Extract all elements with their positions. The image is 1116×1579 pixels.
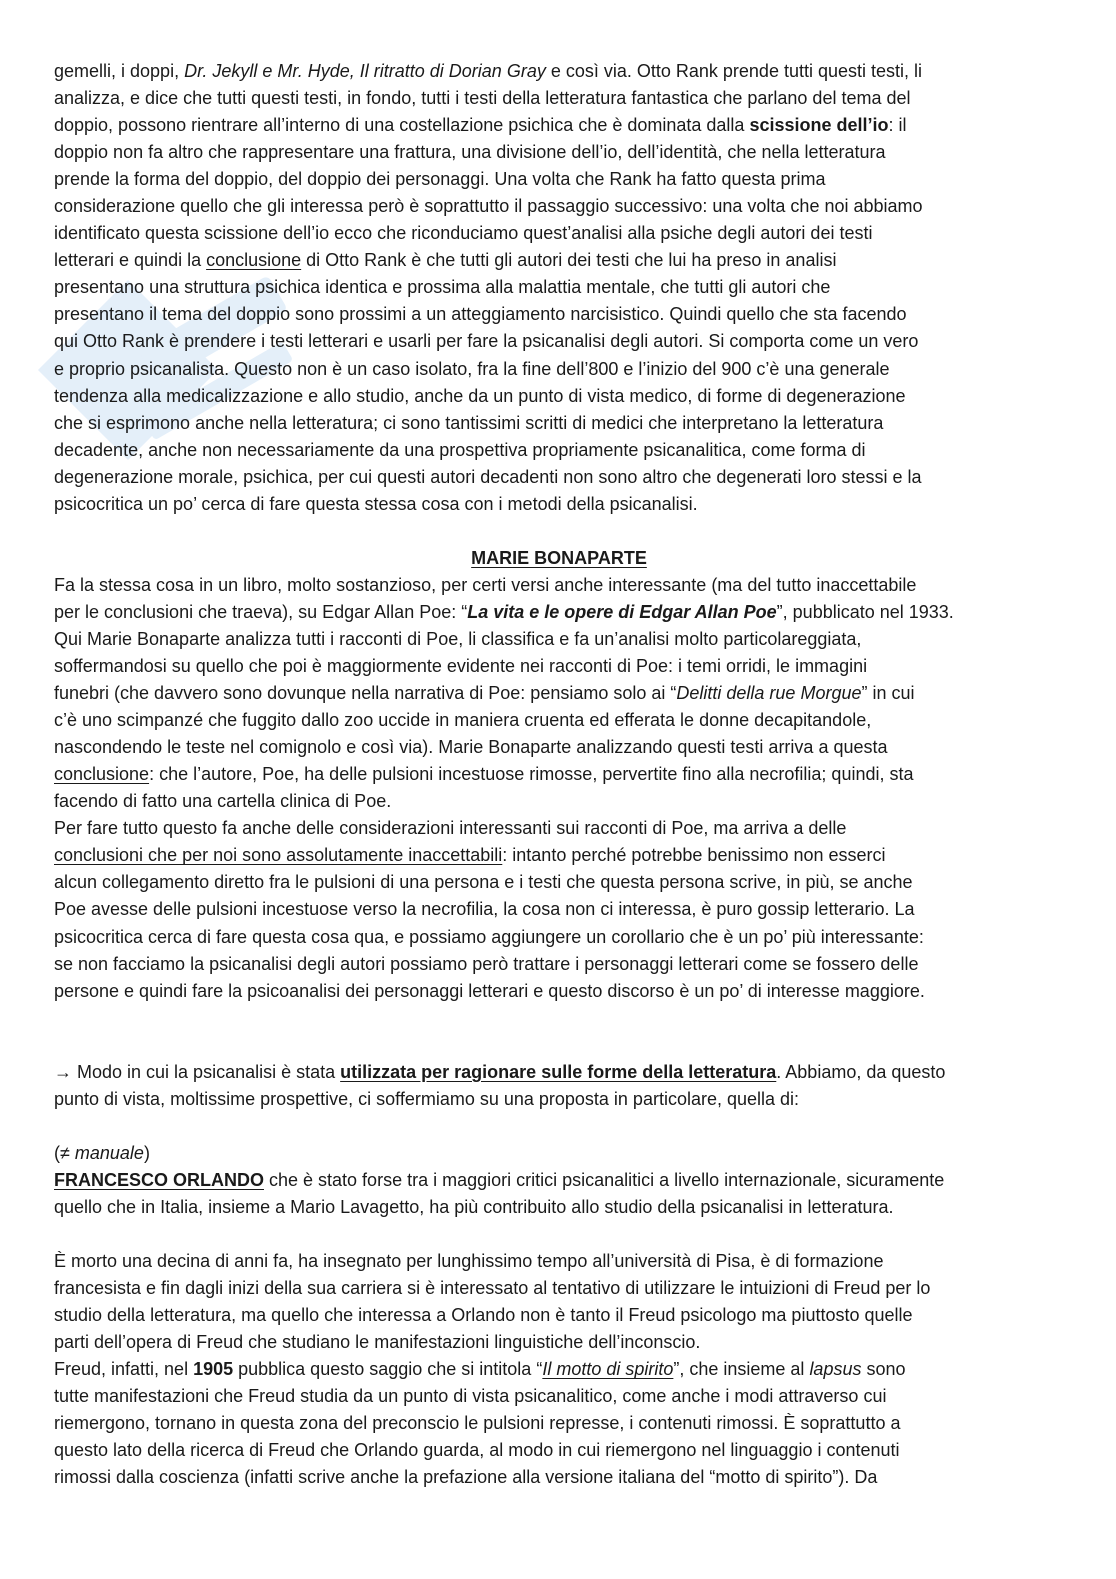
text-segment: : il [888,115,907,136]
text-segment: rimossi dalla coscienza (infatti scrive anche la prefazione alla versione italiana del “motto di spirito”). Da [54,1467,878,1488]
text-segment: sono [861,1359,906,1380]
text-segment: doppio, possono rientrare all’interno di una costellazione psichica che è dominata dalla [54,115,750,136]
text-line [54,1275,1064,1302]
blank-line [54,1032,1064,1059]
text-segment: ( [54,1142,60,1163]
document-page [54,58,1064,1491]
text-segment: francesista e fin dagli inizi della sua carriera si è interessato al tentativo di utilizzare le intuizioni di Freud per lo [54,1278,931,1299]
text-line [54,112,1064,139]
text-line [54,924,1064,951]
text-line [54,1410,1064,1437]
text-line [54,896,1064,923]
text-segment: letterari e quindi la [54,250,207,271]
text-line [54,653,1064,680]
text-line [54,383,1064,410]
text-line [54,1059,1064,1086]
emphasized-text: FRANCESCO ORLANDO [54,1169,264,1190]
text-line [54,599,1064,626]
text-segment: soffermandosi su quello che poi è maggiormente evidente nei racconti di Poe: i temi orridi, le immagini [54,656,868,677]
text-line [54,58,1064,85]
text-line [54,464,1064,491]
blank-line [54,1221,1064,1248]
text-segment: c’è uno scimpanzé che fuggito dallo zoo uccide in maniera cruenta ed efferata le donne decapitandole, [54,710,872,731]
emphasized-text: scissione dell’io [749,115,889,136]
text-line [54,951,1064,978]
text-segment: identificato questa scissione dell’io ecco che riconduciamo quest’analisi alla psiche degli autori dei testi [54,223,873,244]
text-segment: ”, pubblicato nel 1933. [776,601,954,622]
text-line [54,1248,1064,1275]
text-line [54,410,1064,437]
text-segment: analizza, e dice che tutti questi testi, in fondo, tutti i testi della letteratura fantastica che parlano del tema del [54,88,911,109]
text-line [54,220,1064,247]
emphasized-text: 1905 [193,1359,234,1380]
blank-line [54,1005,1064,1032]
text-line [54,1437,1064,1464]
text-segment: decadente, anche non necessariamente da una prospettiva propriamente psicanalitica, come forma di [54,439,866,460]
text-line [54,328,1064,355]
text-segment: ) [143,1142,150,1163]
emphasized-text: ≠ manuale [60,1142,144,1163]
text-line [54,301,1064,328]
text-segment: Poe avesse delle pulsioni incestuose verso la necrofilia, la cosa non ci interessa, è puro gossip letterario. La [54,899,915,920]
text-segment: Freud, infatti, nel [54,1359,194,1380]
emphasized-text: La vita e le opere di Edgar Allan Poe [467,601,777,622]
text-segment: di Otto Rank è che tutti gli autori dei testi che lui ha preso in analisi [301,250,837,271]
emphasized-text: MARIE BONAPARTE [471,547,647,568]
text-segment: facendo di fatto una cartella clinica di Poe. [54,791,392,812]
text-segment: Qui Marie Bonaparte analizza tutti i racconti di Poe, li classifica e fa un’analisi molto particolareggiata, [54,628,862,649]
text-line [54,193,1064,220]
emphasized-text: lapsus [809,1359,862,1380]
text-line [54,274,1064,301]
text-line [54,734,1064,761]
blank-line [54,1113,1064,1140]
text-segment: alcun collegamento diretto fra le pulsioni di una persona e i testi che questa persona scrive, in più, se anche [54,872,913,893]
text-segment: : che l’autore, Poe, ha delle pulsioni incestuose rimosse, pervertite fino alla necrofilia; quindi, sta [149,764,914,785]
text-line [54,356,1064,383]
text-segment: considerazione quello che gli interessa però è soprattutto il passaggio successivo: una volta che noi abbiamo [54,196,923,217]
text-segment: funebri (che davvero sono dovunque nella narrativa di Poe: pensiamo solo ai “ [54,683,677,704]
text-line [54,788,1064,815]
text-segment: e così via. Otto Rank prende tutti questi testi, li [545,61,923,81]
text-line [54,1194,1064,1221]
text-line [54,1302,1064,1329]
text-line [54,1086,1064,1113]
text-line [54,1356,1064,1383]
text-segment: tendenza alla medicalizzazione e allo studio, anche da un punto di vista medico, di forme di degenerazione [54,385,906,406]
text-segment: tutte manifestazioni che Freud studia da un punto di vista psicanalitico, come anche i modi attraverso cui [54,1386,887,1407]
text-segment: psicocritica cerca di fare questa cosa qua, e possiamo aggiungere un corollario che è un po’ più interessante: [54,926,924,947]
text-line [54,247,1064,274]
text-line [54,707,1064,734]
blank-line [54,518,1064,545]
text-line [54,680,1064,707]
text-line [54,1140,1064,1167]
text-segment: Per fare tutto questo fa anche delle considerazioni interessanti sui racconti di Poe, ma arriva a delle [54,818,847,839]
text-segment: presentano una struttura psichica identica e prossima alla malattia mentale, che tutti gli autori che [54,277,831,298]
text-segment: parti dell’opera di Freud che studiano le manifestazioni linguistiche dell’inconscio. [54,1332,701,1353]
text-segment: prende la forma del doppio, del doppio dei personaggi. Una volta che Rank ha fatto questa prima [54,169,826,190]
text-line [54,842,1064,869]
text-line [54,869,1064,896]
text-segment: nascondendo le teste nel comignolo e così via). Marie Bonaparte analizzando questi testi arriva a questa [54,737,888,758]
text-segment: punto di vista, moltissime prospettive, ci soffermiamo su una proposta in particolare, quella di: [54,1088,800,1109]
text-line [54,437,1064,464]
text-segment: : intanto perché potrebbe benissimo non esserci [502,845,886,866]
section-heading [54,545,1064,572]
text-line [54,491,1064,518]
text-line [54,1329,1064,1356]
emphasized-text: conclusione [54,764,150,785]
text-segment: pubblica questo saggio che si intitola “ [233,1359,543,1380]
text-line [54,166,1064,193]
emphasized-text: conclusione [206,250,302,271]
text-line [54,139,1064,166]
text-segment: qui Otto Rank è prendere i testi letterari e usarli per fare la psicanalisi degli autori. Si comporta come un vero [54,331,919,352]
text-line [54,626,1064,653]
text-line [54,978,1064,1005]
text-segment: gemelli, i doppi, [54,61,185,81]
text-line [54,1464,1064,1491]
text-segment: per le conclusioni che traeva), su Edgar Allan Poe: “ [54,601,468,622]
text-segment: se non facciamo la psicanalisi degli autori possiamo però trattare i personaggi letterari come se fossero delle [54,953,919,974]
text-segment: . Abbiamo, da questo [776,1061,946,1082]
text-segment: psicocritica un po’ cerca di fare questa stessa cosa con i metodi della psicanalisi. [54,493,698,514]
text-segment: È morto una decina di anni fa, ha insegnato per lunghissimo tempo all’università di Pisa, è di formazione [54,1251,884,1272]
text-line [54,1167,1064,1194]
text-segment: riemergono, tornano in questa zona del preconscio le pulsioni represse, i contenuti rimossi. È soprattutto a [54,1413,901,1434]
text-segment: e proprio psicanalista. Questo non è un caso isolato, fra la fine dell’800 e l’inizio del 900 c’è una generale [54,358,890,379]
text-line [54,85,1064,112]
emphasized-text: conclusioni che per noi sono assolutamente inaccettabili [54,845,503,866]
emphasized-text: utilizzata per ragionare sulle forme della letteratura [340,1061,777,1082]
text-segment: doppio non fa altro che rappresentare una frattura, una divisione dell’io, dell’identità, che nella letteratura [54,142,886,163]
text-segment: degenerazione morale, psichica, per cui questi autori decadenti non sono altro che degenerati loro stessi e la [54,466,922,487]
text-line [54,761,1064,788]
text-segment: che è stato forse tra i maggiori critici psicanalitici a livello internazionale, sicuramente [264,1169,945,1190]
text-segment: questo lato della ricerca di Freud che Orlando guarda, al modo in cui riemergono nel linguaggio i contenuti [54,1440,900,1461]
text-segment: Fa la stessa cosa in un libro, molto sostanzioso, per certi versi anche interessante (ma del tutto inaccettabile [54,574,917,595]
text-segment: studio della letteratura, ma quello che interessa a Orlando non è tanto il Freud psicologo ma piuttosto quelle [54,1305,913,1326]
text-segment: che si esprimono anche nella letteratura; ci sono tantissimi scritti di medici che interpretano la letteratura [54,412,884,433]
text-segment: ”, che insieme al [673,1359,810,1380]
text-line [54,815,1064,842]
text-segment: → Modo in cui la psicanalisi è stata [54,1061,341,1082]
emphasized-text: Il motto di spirito [542,1359,674,1380]
emphasized-text: Delitti della rue Morgue [676,683,862,704]
text-segment: persone e quindi fare la psicoanalisi dei personaggi letterari e questo discorso è un po’ di interesse maggiore. [54,980,925,1001]
text-segment: presentano il tema del doppio sono prossimi a un atteggiamento narcisistico. Quindi quello che sta facendo [54,304,907,325]
text-line [54,1383,1064,1410]
emphasized-text: Dr. Jekyll e Mr. Hyde, Il ritratto di Dorian Gray [184,61,546,81]
text-segment: ” in cui [861,683,915,704]
text-line [54,572,1064,599]
text-segment: quello che in Italia, insieme a Mario Lavagetto, ha più contribuito allo studio della psicanalisi in letteratura. [54,1196,894,1217]
